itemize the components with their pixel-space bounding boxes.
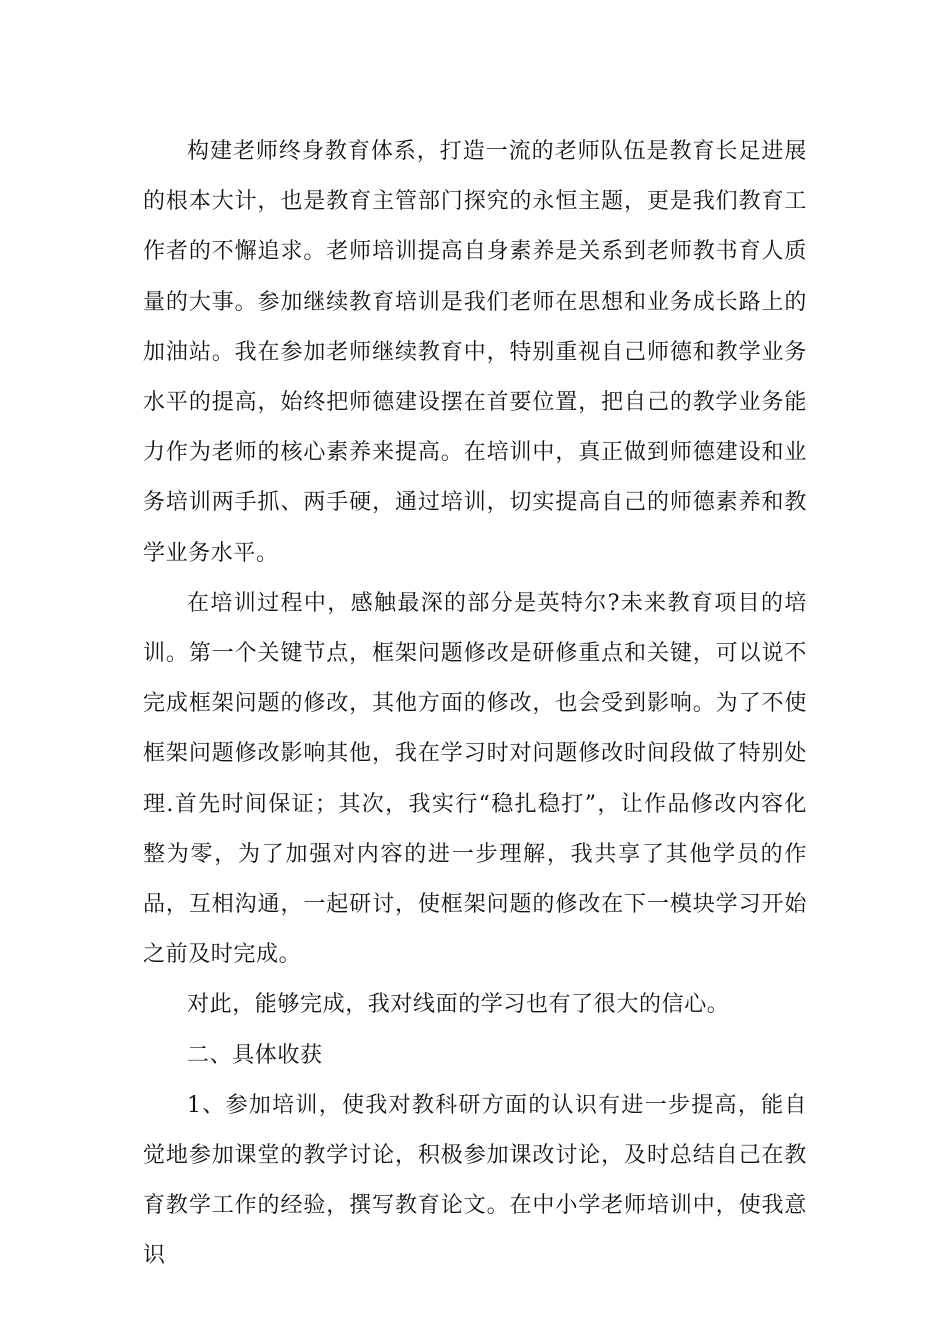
paragraph-2: 在培训过程中，感触最深的部分是英特尔?未来教育项目的培训。第一个关键节点，框架问题修改是研修重点和关键，可以说不完成框架问题的修改，其他方面的修改，也会受到影响。为了不使框架问题修改影响其他，我在学习时对问题修改时间段做了特别处理.首先时间保证；其次，我实行“稳扎稳打”，让作品修改内容化整为零，为了加强对内容的进一步理解，我共享了其他学员的作品，互相沟通，一起研讨，使框架问题的修改在下一模块学习开始之前及时完成。: [143, 590, 807, 968]
document-body: [143, 127, 807, 1282]
section-heading: 二、具体收获: [187, 1042, 323, 1068]
paragraph-1: 构建老师终身教育体系，打造一流的老师队伍是教育长足进展的根本大计，也是教育主管部门探究的永恒主题，更是我们教育工作者的不懈追求。老师培训提高自身素养是关系到老师教书育人质量的大事。参加继续教育培训是我们老师在思想和业务成长路上的加油站。我在参加老师继续教育中，特别重视自己师德和教学业务水平的提高，始终把师德建设摆在首要位置，把自己的教学业务能力作为老师的核心素养来提高。在培训中，真正做到师德建设和业务培训两手抓、两手硬，通过培训，切实提高自己的师德素养和教学业务水平。: [143, 139, 807, 566]
paragraph-3: 对此，能够完成，我对线面的学习也有了很大的信心。: [187, 992, 730, 1018]
paragraph-4: 1、参加培训，使我对教科研方面的认识有进一步提高，能自觉地参加课堂的教学讨论，积极参加课改讨论，及时总结自己在教育教学工作的经验，撰写教育论文。在中小学老师培训中，使我意识: [143, 1092, 807, 1269]
